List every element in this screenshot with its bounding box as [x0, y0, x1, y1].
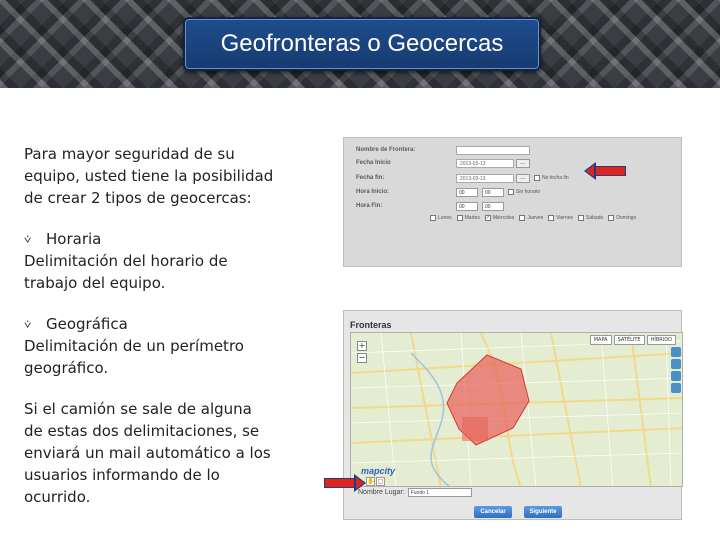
- hour-end-label: Hora Fin:: [356, 203, 383, 209]
- bullet-geografica-desc: Delimitación de un perímetro geográfico.: [24, 337, 244, 377]
- checkbox-icon: [534, 175, 540, 181]
- hour-start-label: Hora Inicio:: [356, 189, 390, 195]
- day-label: Martes: [464, 215, 480, 221]
- intro-paragraph: Para mayor seguridad de su equipo, usted tiene la posibilidad de crear 2 tipos de geocercas:: [24, 145, 274, 207]
- page-title: Geofronteras o Geocercas: [183, 17, 541, 71]
- hour-end-hour-select[interactable]: 00: [456, 202, 478, 211]
- day-label: Jueves: [527, 215, 544, 221]
- tool-icon[interactable]: [671, 383, 681, 393]
- bullet-horaria: [24, 228, 274, 294]
- bullet-horaria-line: [24, 228, 274, 250]
- header-banner: [0, 0, 720, 88]
- map-type-hybrid[interactable]: HÍBRIDO: [647, 335, 676, 345]
- start-date-picker-button[interactable]: ...: [516, 159, 530, 168]
- end-date-picker-button[interactable]: ...: [516, 174, 530, 183]
- map-view[interactable]: [350, 332, 683, 487]
- start-date-input[interactable]: 2013-03-13: [456, 159, 514, 168]
- day-martes[interactable]: [457, 215, 480, 221]
- day-label: Lunes: [438, 215, 452, 221]
- map-type-switcher: [590, 335, 676, 345]
- map-panel-title: Fronteras: [350, 320, 392, 330]
- day-domingo[interactable]: [608, 215, 636, 221]
- map-type-map[interactable]: MAPA: [590, 335, 612, 345]
- hour-start-minute-select[interactable]: 00: [482, 188, 504, 197]
- no-end-date-label: No fecha fin: [542, 175, 569, 181]
- tool-icon[interactable]: [671, 371, 681, 381]
- map-toolbar: [671, 347, 681, 395]
- weekday-checkboxes: [430, 215, 636, 221]
- closing-paragraph: Si el camión se sale de alguna de estas dos delimitaciones, se enviará un mail automático a los usuarios informando de lo ocurrido.: [24, 400, 271, 506]
- checkbox-icon: [548, 215, 554, 221]
- day-jueves[interactable]: [519, 215, 543, 221]
- day-sabado[interactable]: [578, 215, 603, 221]
- checkbox-icon: [457, 215, 463, 221]
- draw-tools: [366, 477, 385, 486]
- day-label: Viernes: [556, 215, 574, 221]
- red-arrow-icon: [584, 162, 626, 180]
- zoom-out-button[interactable]: −: [358, 353, 366, 362]
- no-hours-checkbox[interactable]: [508, 189, 540, 195]
- zoom-in-button[interactable]: +: [358, 341, 366, 350]
- red-arrow-icon: [324, 474, 366, 492]
- checkbox-icon: [519, 215, 525, 221]
- hour-end-minute-select[interactable]: 00: [482, 202, 504, 211]
- bullet-horaria-desc: Delimitación del horario de trabajo del equipo.: [24, 252, 228, 292]
- action-buttons: [474, 506, 562, 518]
- day-lunes[interactable]: [430, 215, 452, 221]
- day-miercoles[interactable]: [485, 215, 514, 221]
- no-end-date-checkbox[interactable]: [534, 175, 569, 181]
- checkbox-icon: [578, 215, 584, 221]
- bullet-geografica: [24, 313, 274, 379]
- day-label: Domingo: [616, 215, 637, 221]
- end-date-input[interactable]: 2013-03-13: [456, 174, 514, 183]
- place-name-row: [358, 488, 472, 497]
- place-name-input[interactable]: Fundo 1: [408, 488, 472, 497]
- place-name-label: Nombre Lugar:: [358, 489, 405, 496]
- hour-start-hour-select[interactable]: 00: [456, 188, 478, 197]
- map-streets-graphic: [351, 333, 683, 487]
- down-arrow-bullet-icon: ⩒: [24, 317, 32, 331]
- zoom-controls: [357, 341, 367, 365]
- map-type-satellite[interactable]: SATÉLITE: [614, 335, 645, 345]
- end-date-label: Fecha fin:: [356, 175, 385, 181]
- bullet-geografica-title: Geográfica: [46, 315, 128, 333]
- tool-icon[interactable]: [671, 347, 681, 357]
- no-hours-label: Sin horario: [516, 189, 541, 195]
- hand-tool-icon[interactable]: ✋: [367, 478, 375, 485]
- tool-icon[interactable]: [671, 359, 681, 369]
- bullet-geografica-line: [24, 313, 274, 335]
- name-label: Nombre de Frontera:: [356, 147, 416, 153]
- mapcity-logo: mapcity: [361, 466, 396, 476]
- schedule-form-screenshot: [343, 137, 682, 267]
- day-label: Sábado: [586, 215, 604, 221]
- polygon-tool-icon[interactable]: ▢: [377, 478, 384, 485]
- name-input[interactable]: [456, 146, 530, 155]
- checkbox-icon: [508, 189, 514, 195]
- down-arrow-bullet-icon: ⩒: [24, 232, 32, 246]
- day-label: Miércoles: [492, 215, 515, 221]
- map-screenshot: [343, 310, 682, 520]
- checkbox-icon: [608, 215, 614, 221]
- start-date-label: Fecha Inicio: [356, 160, 391, 166]
- checkbox-icon: [430, 215, 436, 221]
- day-viernes[interactable]: [548, 215, 573, 221]
- cancel-button[interactable]: Cancelar: [474, 506, 512, 518]
- bullet-horaria-title: Horaria: [46, 230, 102, 248]
- next-button[interactable]: Siguiente: [524, 506, 562, 518]
- description-text: [24, 143, 274, 527]
- checked-checkbox-icon: ✓: [485, 215, 491, 221]
